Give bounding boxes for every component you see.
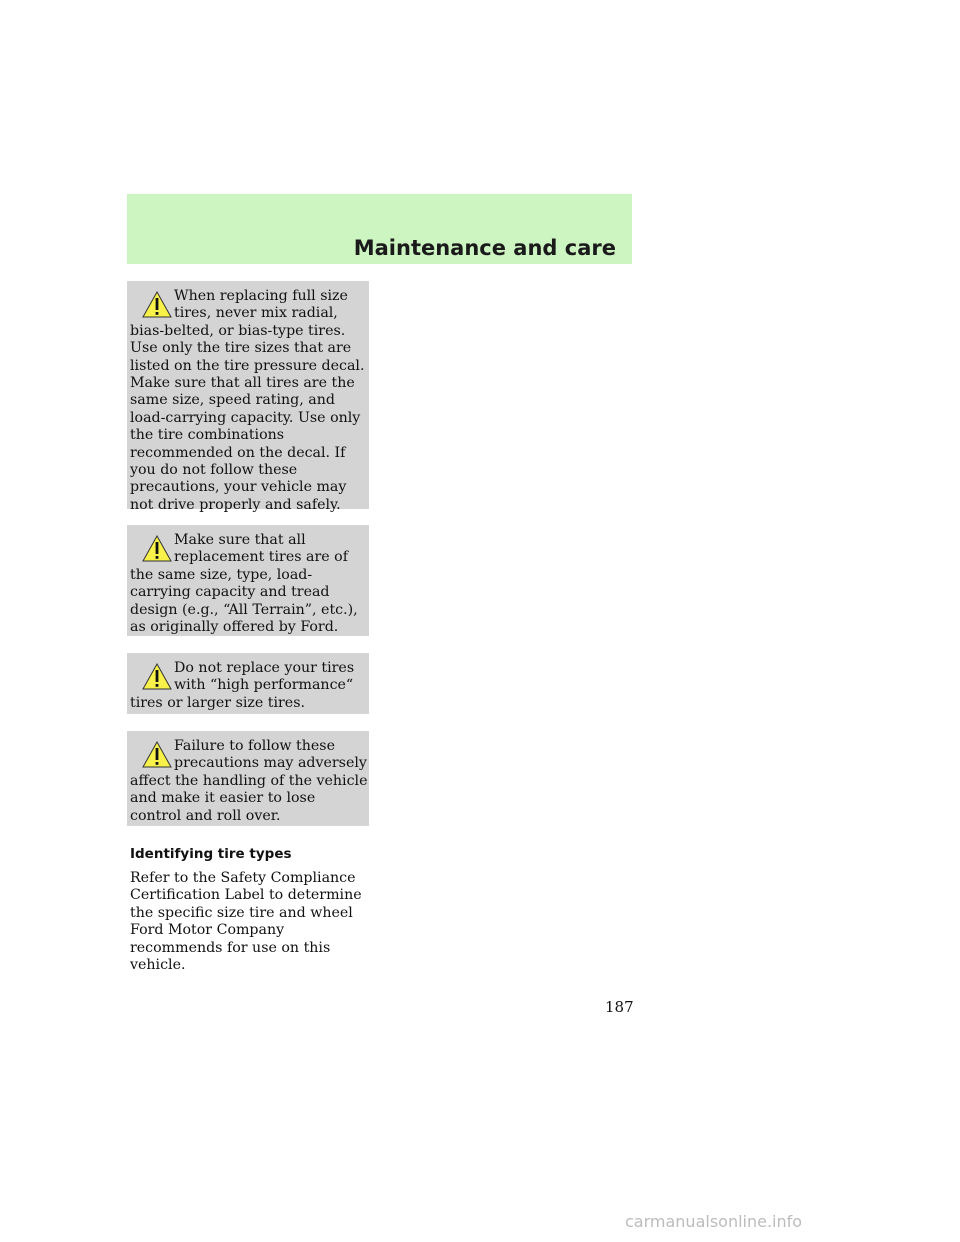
warning-triangle-icon	[142, 291, 172, 318]
warning-first-line: Make sure that all	[174, 532, 306, 548]
warning-second-line: replacement tires are of	[174, 549, 348, 566]
warning-box	[127, 281, 369, 513]
warning-triangle-icon	[142, 535, 172, 562]
warning-triangle-icon	[142, 663, 172, 690]
warning-rest: tires or larger size tires.	[130, 694, 305, 711]
warning-triangle-icon	[142, 741, 172, 768]
page-number: 187	[605, 998, 634, 1016]
watermark: carmanualsonline.info	[625, 1212, 803, 1231]
warning-second-line: with “high performance“	[174, 677, 354, 694]
warning-second-line: tires, never mix radial,	[174, 305, 338, 322]
warning-text	[130, 288, 369, 514]
warning-rest: affect the handling of the vehicle and make it easier to lose control and roll over.	[130, 772, 368, 824]
warning-box	[127, 525, 369, 636]
warning-first-line: Failure to follow these	[174, 738, 335, 754]
body-paragraph: Refer to the Safety Compliance Certification Label to determine the specific size tire and wheel Ford Motor Company recommends for use on this vehicle.	[130, 870, 362, 974]
warning-box	[127, 653, 369, 714]
warning-rest: the same size, type, load-carrying capacity and tread design (e.g., “All Terrain”, etc.), as originally offered by Ford.	[130, 566, 358, 636]
section-header-band	[127, 194, 632, 264]
warning-first-line: Do not replace your tires	[174, 660, 355, 676]
warning-rest: bias-belted, or bias-type tires. Use only the tire sizes that are listed on the tire pressure decal. Make sure that all tires are the same size, speed rating, and load-carrying capacity. Use only the tire combinations recommended on the decal. If you do not follow these precautions, your vehicle may not drive properly and safely.	[130, 322, 365, 513]
section-heading: Identifying tire types	[130, 846, 292, 862]
warning-first-line: When replacing full size	[174, 288, 348, 304]
section-title: Maintenance and care	[353, 236, 616, 260]
warning-box	[127, 731, 369, 826]
warning-second-line: precautions may adversely	[174, 755, 367, 772]
